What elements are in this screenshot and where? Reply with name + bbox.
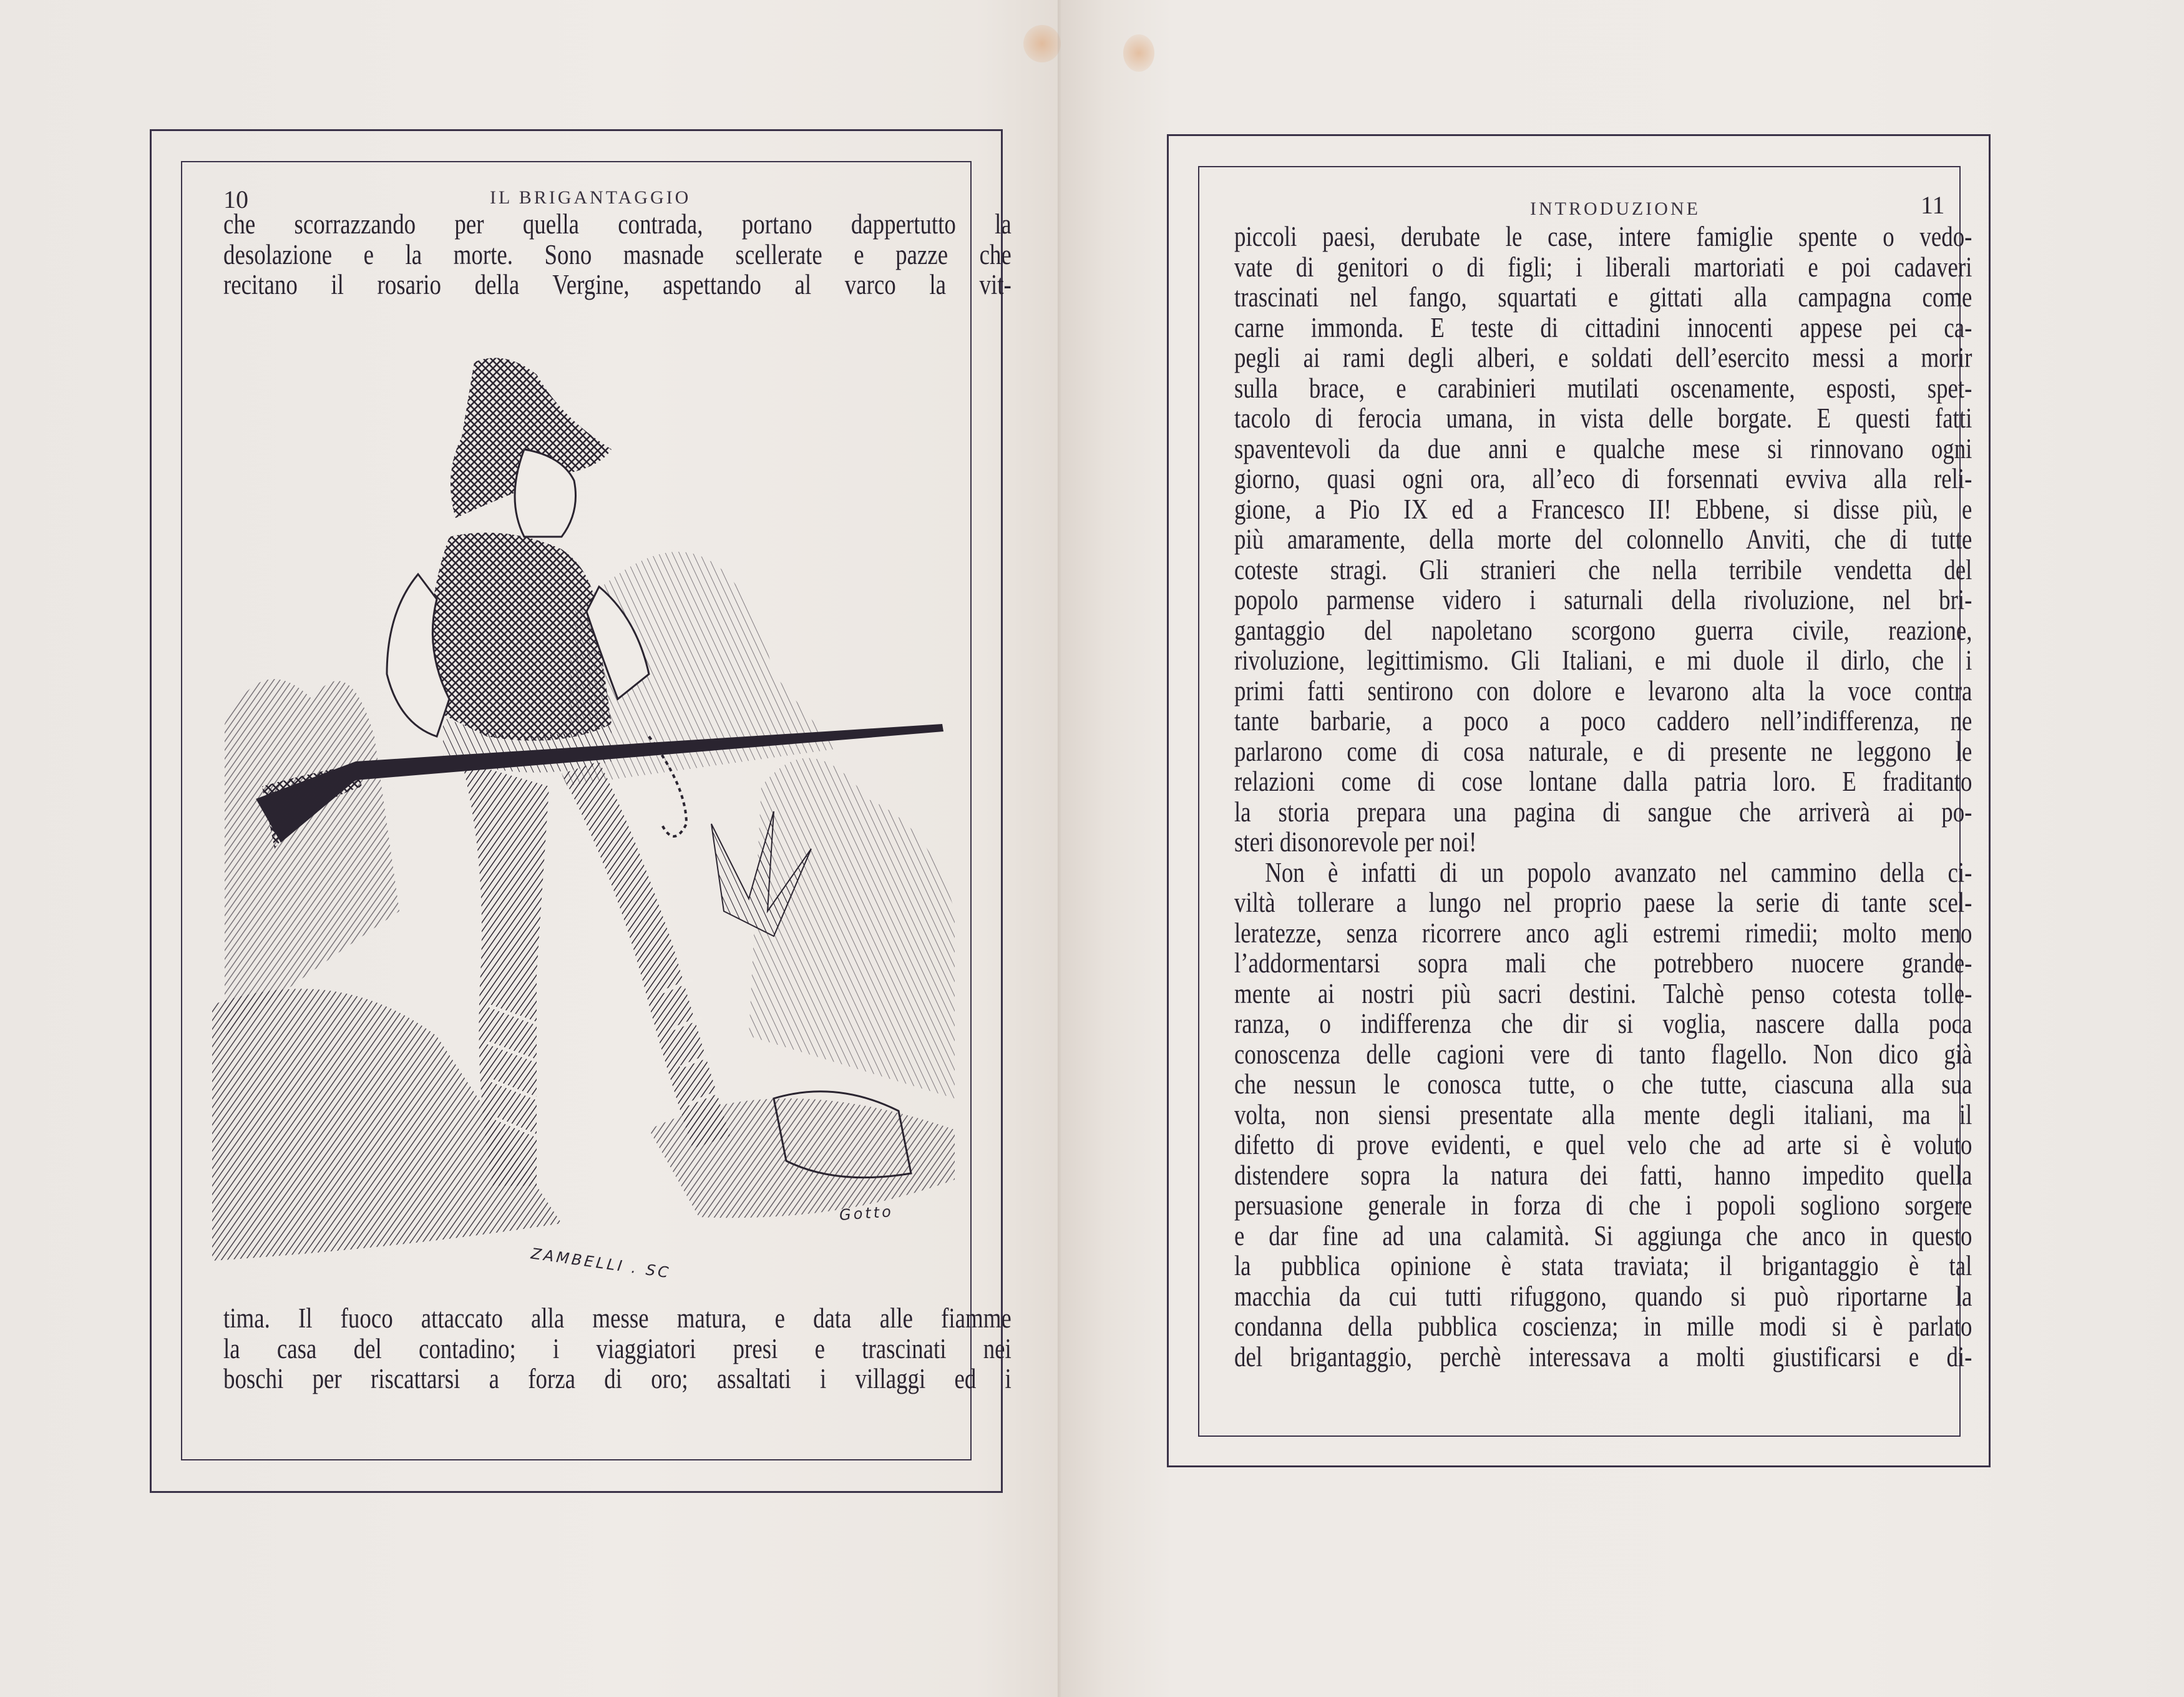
text-line: la casa del contadino; i viaggiatori presi e trascinati nei [223,1333,1012,1364]
foxing-stain [1123,34,1154,72]
text-line: rivoluzione, legittimismo. Gli Italiani, e mi duole il dirlo, che i [1234,645,1972,676]
left-page [0,0,1061,1697]
running-head: INTRODUZIONE [1530,198,1700,219]
text-line: che scorrazzando per quella contrada, portano dappertutto la [223,208,1012,240]
text-line: l’addormentarsi sopra mali che potrebbero nuocere grande- [1234,947,1972,979]
text-line: volta, non siensi presentate alla mente degli italiani, ma il [1234,1098,1972,1130]
text-line: sulla brace, e carabinieri mutilati oscenamente, esposti, spet- [1234,372,1972,404]
foxing-stain [1023,25,1061,62]
engraver-signature: ZAMBELLI . SC [530,1245,672,1282]
text-line: distendere sopra la natura dei fatti, hanno impedito quella [1234,1159,1972,1191]
page-number: 10 [223,185,248,213]
text-line: steri disonorevole per noi! [1234,826,1477,858]
text-line: ranza, o indifferenza che dir si voglia, nascere dalla poca [1234,1008,1972,1039]
text-line: relazioni come di cose lontane dalla patria loro. E fraditanto [1234,766,1972,797]
text-line: e dar fine ad una calamità. Si aggiunga che anco in questo [1234,1220,1972,1251]
text-line: carne immonda. E teste di cittadini innocenti appese pei ca- [1234,311,1972,343]
text-line: conoscenza delle cagioni vere di tanto flagello. Non dico già [1234,1038,1972,1070]
left-top-text [223,209,1012,300]
text-line: tacolo di ferocia umana, in vista delle borgate. E questi fatti [1234,403,1972,434]
text-line: la storia prepara una pagina di sangue che arriverà ai po- [1234,796,1972,828]
text-line: condanna della pubblica coscienza; in mille modi si è parlato [1234,1311,1972,1342]
text-line: leratezze, senza ricorrere anco agli estremi rimedii; molto meno [1234,917,1972,949]
text-line: macchia da cui tutti rifuggono, quando si può riportarne la [1234,1280,1972,1312]
right-body-text [1234,222,1972,1372]
left-bottom-text [223,1303,1012,1394]
brigand-engraving [212,350,961,1282]
text-line: tante barbarie, a poco a poco caddero nell’indifferenza, ne [1234,705,1972,736]
paragraph-start-line: Non è infatti di un popolo avanzato nel cammino della ci- [1265,856,1972,888]
page-number: 11 [1921,191,1945,219]
text-line: boschi per riscattarsi a forza di oro; assaltati i villaggi ed i [223,1363,1012,1394]
text-line: vate di genitori o di figli; i liberali martoriati e poi cadaveri [1234,251,1972,283]
text-line: coteste stragi. Gli stranieri che nella terribile vendetta del [1234,554,1972,585]
right-page [1061,0,2184,1697]
text-line: parlarono come di cosa naturale, e di presente ne leggono le [1234,735,1972,767]
text-line: più amaramente, della morte del colonnello Anviti, che di tutte [1234,524,1972,555]
text-line: mente ai nostri più sacri destini. Talchè penso cotesta tolle- [1234,977,1972,1009]
text-line: primi fatti sentirono con dolore e levarono alta la voce contra [1234,675,1972,707]
text-line: che nessun le conosca tutte, o che tutte, ciascuna alla sua [1234,1069,1972,1100]
text-line: recitano il rosario della Vergine, aspettando al varco la vit- [223,269,1012,300]
text-line: piccoli paesi, derubate le case, intere famiglie spente o vedo- [1234,221,1972,252]
text-line: spaventevoli da due anni e qualche mese si rinnovano ogni [1234,433,1972,464]
text-line: giorno, quasi ogni ora, all’eco di forsennati evviva alla reli- [1234,463,1972,494]
text-line: tima. Il fuoco attaccato alla messe matura, e data alle fiamme [223,1303,1012,1334]
text-line: la pubblica opinione è stata traviata; il brigantaggio è tal [1234,1250,1972,1281]
text-line: popolo parmense videro i saturnali della rivoluzione, nel bri- [1234,584,1972,615]
text-line: gantaggio del napoletano scorgono guerra civile, reazione, [1234,614,1972,646]
running-head: IL BRIGANTAGGIO [490,187,691,208]
text-line: desolazione e la morte. Sono masnade scellerate e pazze che [223,238,1012,270]
text-line: gione, a Pio IX ed a Francesco II! Ebbene, si disse più, e [1234,493,1972,525]
text-line: difetto di prove evidenti, e quel velo che ad arte si è voluto [1234,1129,1972,1160]
text-line: del brigantaggio, perchè interessava a molti giustificarsi e di- [1234,1341,1972,1372]
text-line: trascinati nel fango, squartati e gittati alla campagna come [1234,281,1972,313]
text-line: pegli ai rami degli alberi, e soldati dell’esercito messi a morir [1234,342,1972,373]
text-line: viltà tollerare a lungo nel proprio paese la serie di tante scel- [1234,887,1972,918]
text-line: persuasione generale in forza di che i popoli sogliono sorgere [1234,1190,1972,1221]
artist-signature: Gotto [839,1203,894,1224]
